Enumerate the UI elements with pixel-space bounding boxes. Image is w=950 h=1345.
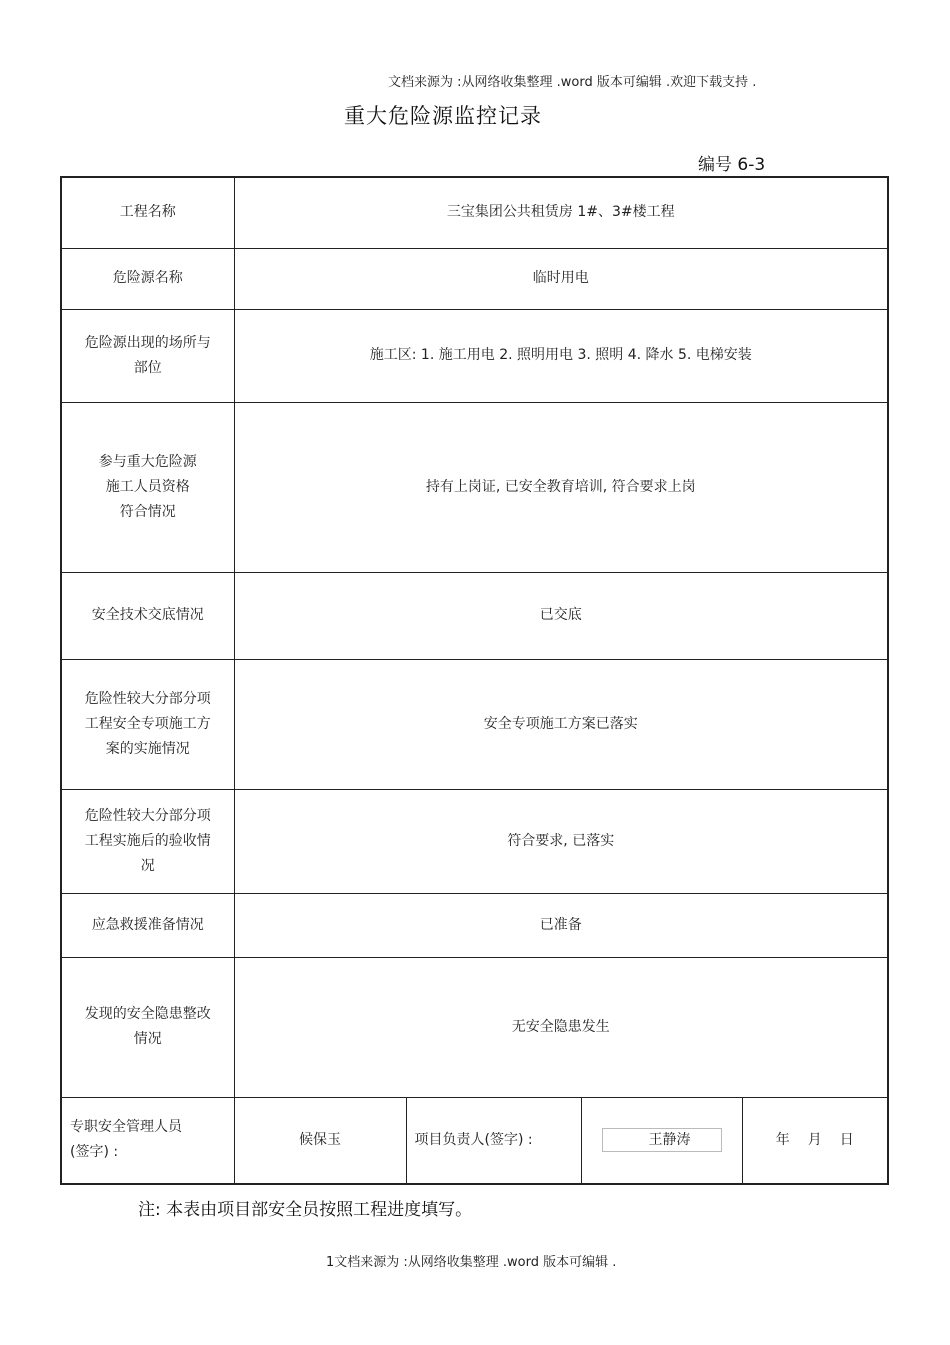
date-cell [742,1097,888,1184]
row-label: 危险性较大分部分项 工程安全专项施工方 案的实施情况 [61,659,234,789]
row-value: 已准备 [234,893,888,957]
table-row [61,248,888,309]
row-value: 持有上岗证, 已安全教育培训, 符合要求上岗 [234,402,888,572]
footer-note: 1文档来源为 :从网络收集整理 .word 版本可编辑 . [326,1255,617,1270]
row-label: 应急救援准备情况 [61,893,234,957]
table-row [61,789,888,893]
date-year: 年 [775,1131,790,1148]
table-row [61,572,888,659]
header-note-text: 文档来源为 :从网络收集整理 .word 版本可编辑 .欢迎下载支持 . [388,75,757,90]
row-label: 危险性较大分部分项 工程实施后的验收情 况 [61,789,234,893]
footnote: 注: 本表由项目部安全员按照工程进度填写。 [138,1200,473,1220]
signature-row [61,1097,888,1184]
row-label: 发现的安全隐患整改 情况 [61,957,234,1097]
row-label: 参与重大危险源 施工人员资格 符合情况 [61,402,234,572]
record-table [60,176,889,1185]
row-value: 三宝集团公共租赁房 1#、3#楼工程 [234,177,888,248]
row-label: 安全技术交底情况 [61,572,234,659]
manager-signature: 王静涛 [602,1128,722,1152]
document-title-text: 重大危险源监控记录 [344,104,542,128]
safety-officer-signature: 候保玉 [234,1097,406,1184]
table-row [61,893,888,957]
row-value: 无安全隐患发生 [234,957,888,1097]
row-value: 临时用电 [234,248,888,309]
row-value: 施工区: 1. 施工用电 2. 照明用电 3. 照明 4. 降水 5. 电梯安装 [234,309,888,402]
row-label: 危险源出现的场所与 部位 [61,309,234,402]
table-row [61,957,888,1097]
table-row [61,177,888,248]
row-value: 已交底 [234,572,888,659]
date-day: 日 [839,1131,854,1148]
row-label: 危险源名称 [61,248,234,309]
table-row [61,659,888,789]
row-value: 符合要求, 已落实 [234,789,888,893]
row-label: 工程名称 [61,177,234,248]
table-row [61,309,888,402]
manager-label: 项目负责人(签字) : [406,1097,581,1184]
table-row [61,402,888,572]
safety-officer-label: 专职安全管理人员 (签字) : [61,1097,234,1184]
row-value: 安全专项施工方案已落实 [234,659,888,789]
manager-signature-cell [581,1097,742,1184]
date-month: 月 [807,1131,822,1148]
document-number: 编号 6-3 [698,155,766,175]
